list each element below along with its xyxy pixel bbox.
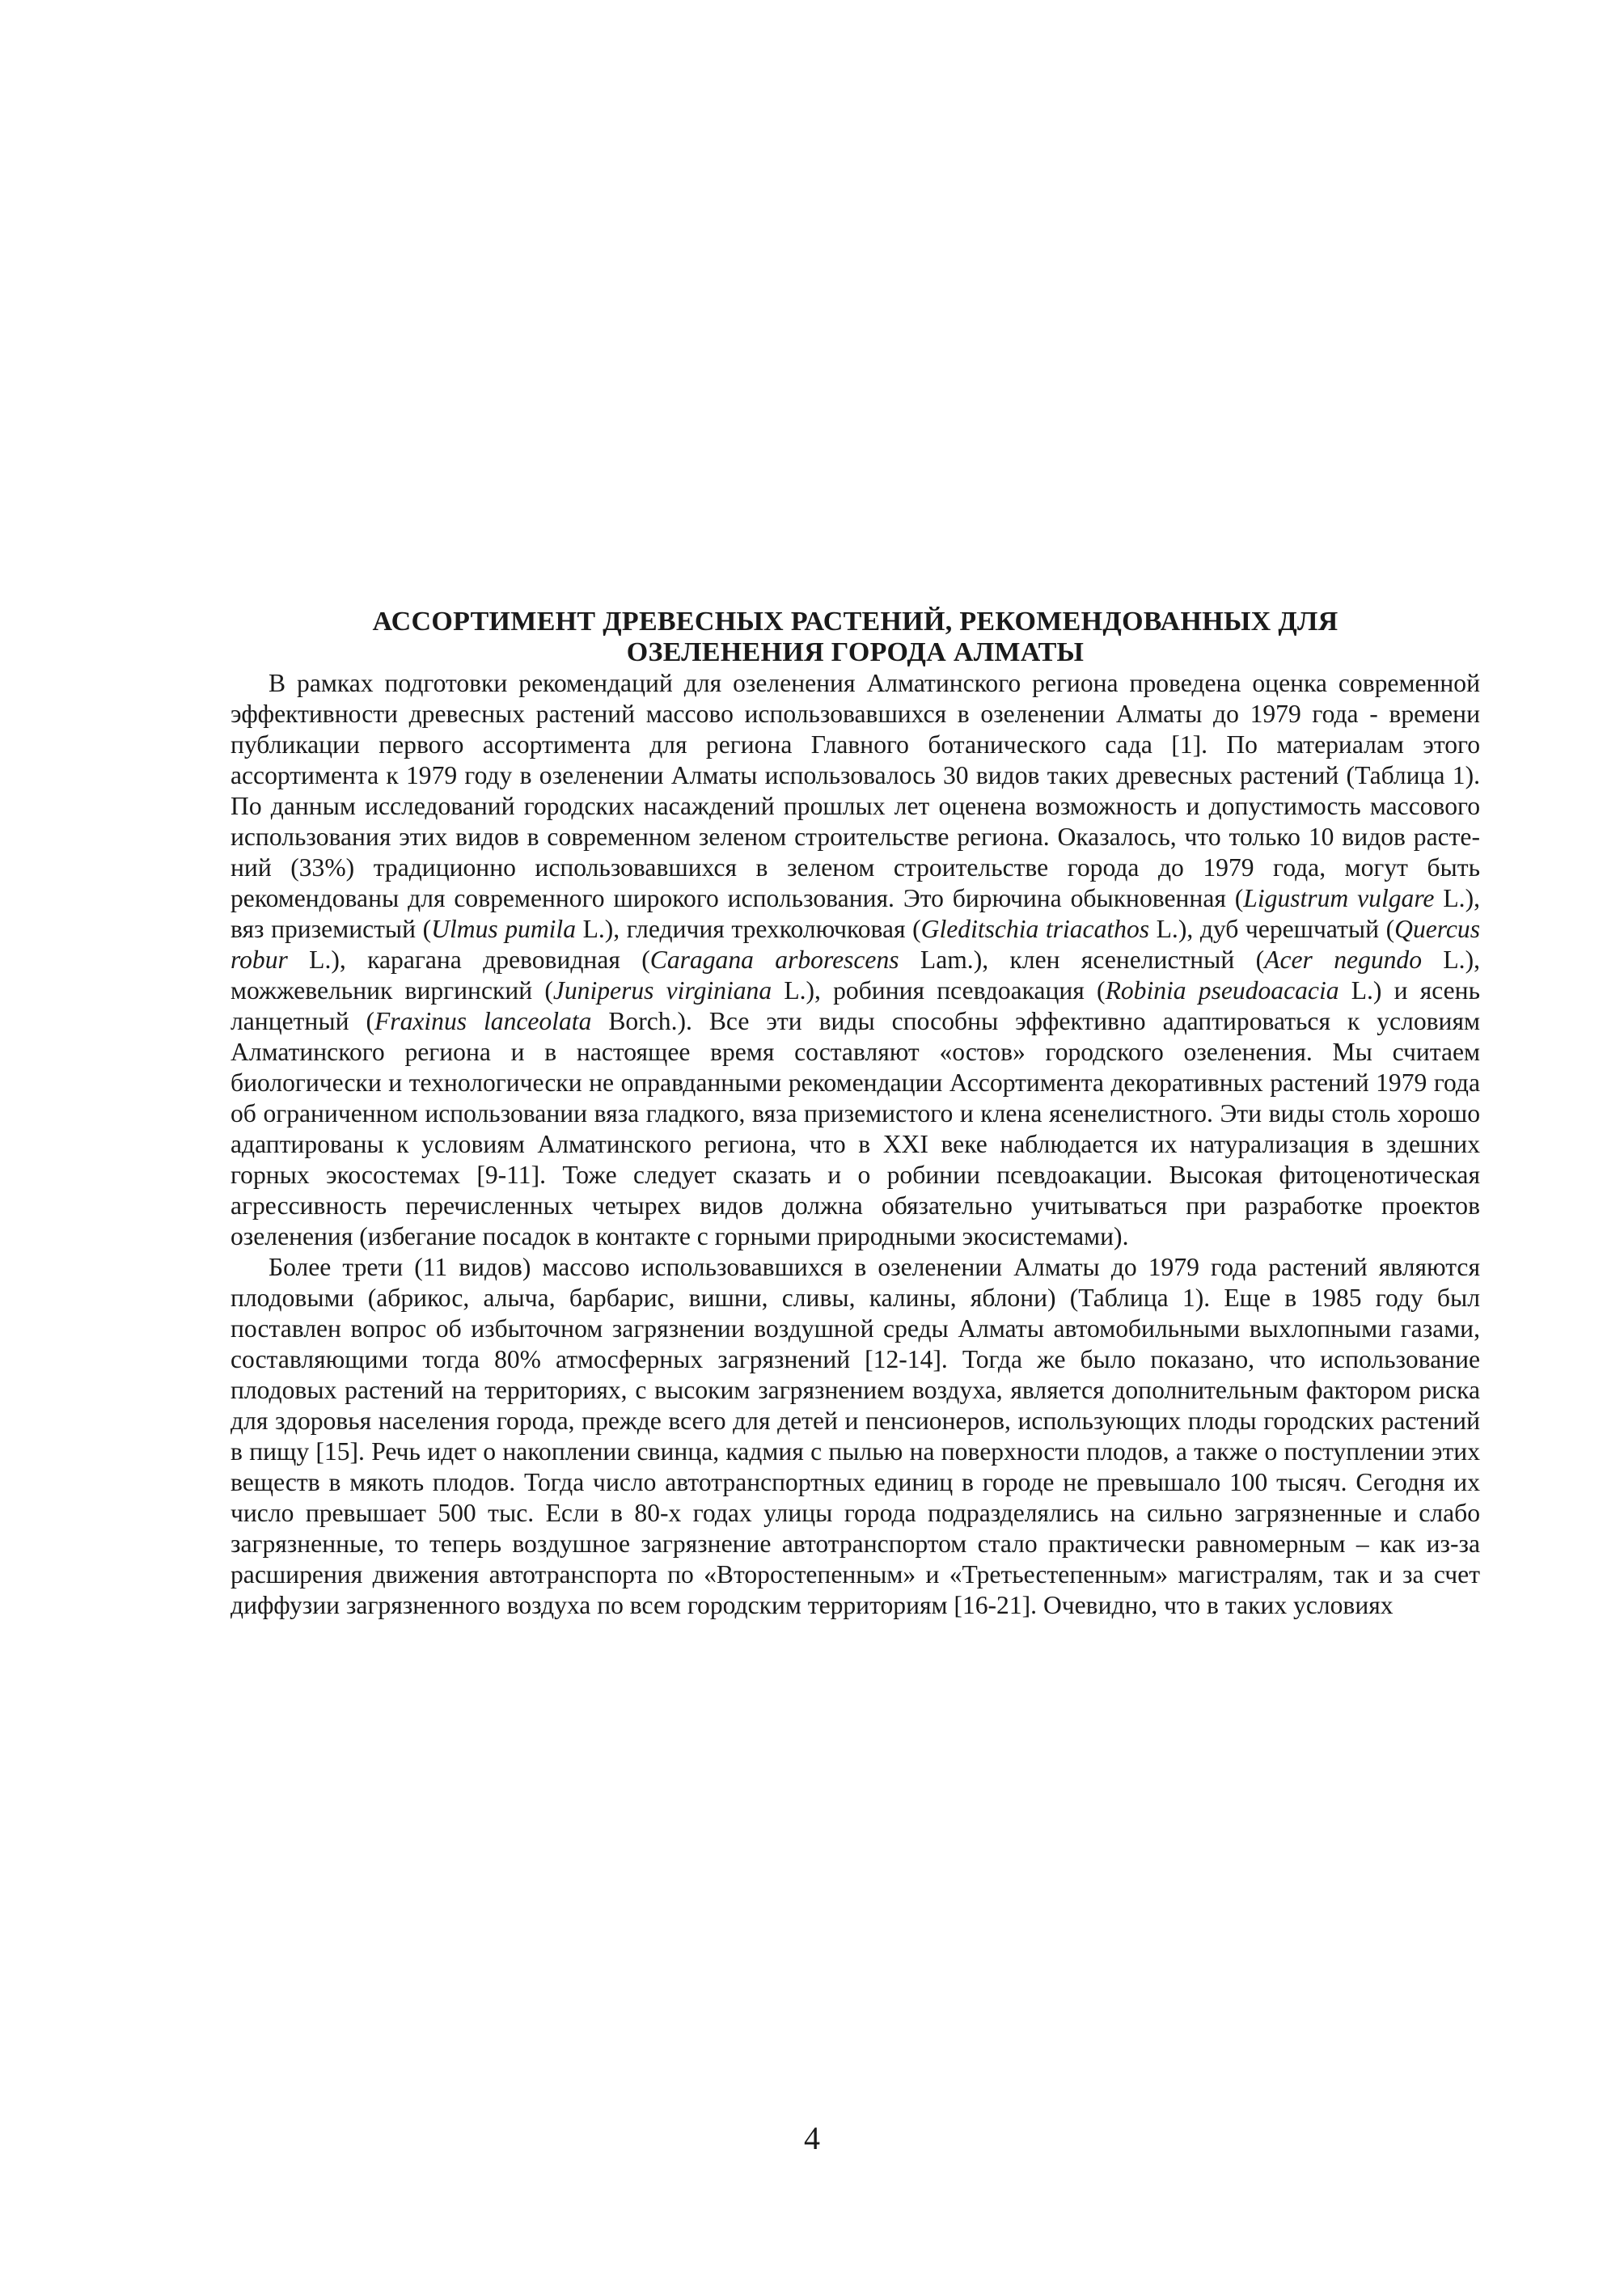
title-line-2: ОЗЕЛЕНЕНИЯ ГОРОДА АЛМАТЫ — [626, 637, 1085, 667]
text-run: В рамках подготовки рекомендаций для озеленения Алматинского региона проведена оценка современной эффективности древесных растений массово использовавшихся в озеленении Алматы до 1979 года - времени публикации первого ассортимента для региона Главного ботанического сада [1]. По материалам этого ассортимента к 1979 году в озеленении Алматы использовалось 30 видов таких древесных растений (Таблица 1). По данным исследований городских насаждений прошлых лет оценена возможность и допустимость массового использования этих видов в современном зеленом строительстве региона. Оказалось, что только 10 видов растений (33%) традиционно использовавшихся в зеленом строительстве города до 1979 года, могут быть рекомендованы для современного широкого использования. Это бирючина обыкновенная ( — [230, 669, 1480, 912]
species-name: Ligustrum vulgare — [1243, 884, 1435, 912]
text-run: L.), можжевельник виргинский ( — [230, 946, 1480, 1005]
text-run: Borch.). Все эти виды способны эффективно адаптироваться к условиям Алматинского региона и в настоящее время составляют «остов» городского озеленения. Мы считаем биологически и технологически не оправданными рекомендации Ассортимента декоративных растений 1979 года об ограниченном использовании вяза гладкого, вяза приземистого и клена ясенелистного. Эти виды столь хорошо адаптированы к условиям Алматинского региона, что в XXI веке наблюдается их натурализация в здешних горных экосостемах [9-11]. Тоже следует сказать и о робинии псевдоакации. Высокая фитоценотическая агрессивность перечисленных четырех видов должна обязательно учитываться при разработке проектов озеленения (избегание посадок в контакте с горными природными экосистемами). — [230, 1007, 1480, 1250]
text-run: Lam.), клен ясенелистный ( — [899, 946, 1265, 974]
paragraph-1 — [230, 668, 1480, 1252]
species-name: Ulmus pumila — [431, 915, 577, 943]
species-name: Robinia pseudoacacia — [1105, 976, 1339, 1005]
text-run: L.), робиния псевдоакация ( — [772, 976, 1106, 1005]
species-name: Fraxinus lanceolata — [374, 1007, 592, 1035]
text-run: L.) и ясень ланцетный ( — [230, 976, 1480, 1035]
article-title — [230, 607, 1480, 668]
text-run: L.), вяз приземистый ( — [230, 884, 1480, 943]
text-run: L.), гледичия трехколючковая ( — [576, 915, 921, 943]
page-number: 4 — [804, 2120, 820, 2156]
text-run: L.), карагана древовидная ( — [287, 946, 650, 974]
species-name: Gleditschia triacathos — [920, 915, 1150, 943]
page-body — [230, 607, 1480, 1621]
species-name: Quercus robur — [230, 915, 1480, 974]
species-name: Caragana arborescens — [649, 946, 899, 974]
species-name: Juniperus virginiana — [552, 976, 772, 1005]
title-line-1: АССОРТИМЕНТ ДРЕВЕСНЫХ РАСТЕНИЙ, РЕКОМЕНДОВАННЫХ ДЛЯ — [372, 607, 1339, 637]
text-run: L.), дуб черешчатый ( — [1149, 915, 1395, 943]
paragraph-2: Более трети (11 видов) массово использовавшихся в озеленении Алматы до 1979 года растений являются плодовыми (абрикос, алыча, барбарис, вишни, сливы, калины, яблони) (Таблица 1). Еще в 1985 году был поставлен вопрос об избыточном загрязнении воздушной среды Алматы автомобильными выхлопными газами, составляющими тогда 80% атмосферных загрязнений [12-14]. Тогда же было показано, что использование плодовых растений на территориях, с высоким загрязнением воздуха, является дополнительным фактором риска для здоровья населения города, прежде всего для детей и пенсионеров, использующих плоды городских растений в пищу [15]. Речь идет о накоплении свинца, кадмия с пылью на поверхности плодов, а также о поступлении этих веществ в мякоть плодов. Тогда число автотранспортных единиц в городе не превышало 100 тысяч. Сегодня их число превышает 500 тыс. Если в 80-х годах улицы города подразделялись на сильно загрязненные и слабо загрязненные, то теперь воздушное загрязнение автотранспортом стало практически равномерным – как из-за расширения движения автотранспорта по «Второстепенным» и «Третьестепенным» магистралям, так и за счет диффузии загрязненного воздуха по всем городским территориям [16-21]. Очевидно, что в таких условиях — [230, 1253, 1480, 1619]
species-name: Acer negundo — [1264, 946, 1423, 974]
